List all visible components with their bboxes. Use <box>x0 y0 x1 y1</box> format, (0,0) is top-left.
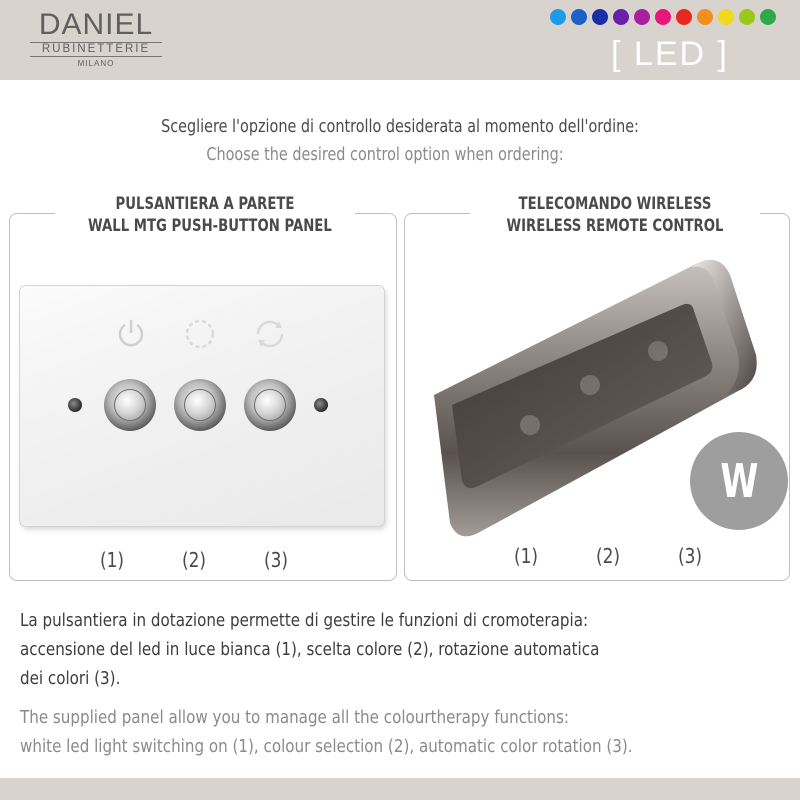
option-title-it: PULSANTIERA A PARETE <box>115 194 295 214</box>
panel-screw-right <box>314 398 328 412</box>
label-1: (1) <box>99 548 125 572</box>
brand-logo <box>30 10 162 68</box>
led-label: [ LED ] <box>611 35 729 73</box>
description-line: La pulsantiera in dotazione permette di gestire le funzioni di cromoterapia: <box>20 610 589 631</box>
description-line: accensione del led in luce bianca (1), scelta colore (2), rotazione automatica <box>20 639 600 660</box>
intro-text-it: Scegliere l'opzione di controllo desiderata al momento dell'ordine: <box>161 116 639 137</box>
color-rotation-icon <box>252 316 288 352</box>
option-title-en: WIRELESS REMOTE CONTROL <box>506 216 724 236</box>
led-color-dot <box>613 9 629 25</box>
button-color-rotation[interactable] <box>244 379 296 431</box>
led-color-dot <box>739 9 755 25</box>
led-color-dot <box>655 9 671 25</box>
color-select-icon <box>182 316 218 352</box>
led-color-dot <box>718 9 734 25</box>
option-title-en: WALL MTG PUSH-BUTTON PANEL <box>88 216 332 236</box>
label-2: (2) <box>595 544 621 568</box>
power-icon <box>114 316 148 350</box>
footer-bar <box>0 778 800 800</box>
led-color-dot <box>550 9 566 25</box>
label-3: (3) <box>263 548 289 572</box>
led-color-dots <box>550 9 790 27</box>
led-color-dot <box>634 9 650 25</box>
brand-name: DANIEL <box>38 8 154 41</box>
intro-text-en: Choose the desired control option when ordering: <box>206 144 564 165</box>
wall-push-button-panel <box>20 286 384 526</box>
led-color-dot <box>592 9 608 25</box>
label-3: (3) <box>677 544 703 568</box>
led-color-dot <box>676 9 692 25</box>
button-white-light[interactable] <box>104 379 156 431</box>
button-color-select[interactable] <box>174 379 226 431</box>
label-2: (2) <box>181 548 207 572</box>
description-line: dei colori (3). <box>20 668 121 689</box>
option-title-wall-panel <box>55 193 355 237</box>
description-line: white led light switching on (1), colour selection (2), automatic color rotation (3). <box>20 736 633 757</box>
option-title-remote <box>470 193 760 237</box>
wireless-badge-letter: W <box>719 454 759 508</box>
brand-subtitle: RUBINETTERIE <box>30 42 162 57</box>
option-title-it: TELECOMANDO WIRELESS <box>518 194 712 214</box>
header-bar <box>0 0 800 80</box>
description-it <box>20 606 684 693</box>
description-line: The supplied panel allow you to manage all the colourtherapy functions: <box>20 707 569 728</box>
label-1: (1) <box>513 544 539 568</box>
led-color-dot <box>697 9 713 25</box>
brand-city: MILANO <box>77 59 115 68</box>
description-en <box>20 703 684 761</box>
panel-screw-left <box>68 398 82 412</box>
wireless-badge <box>690 432 788 530</box>
led-color-dot <box>760 9 776 25</box>
led-color-dot <box>571 9 587 25</box>
